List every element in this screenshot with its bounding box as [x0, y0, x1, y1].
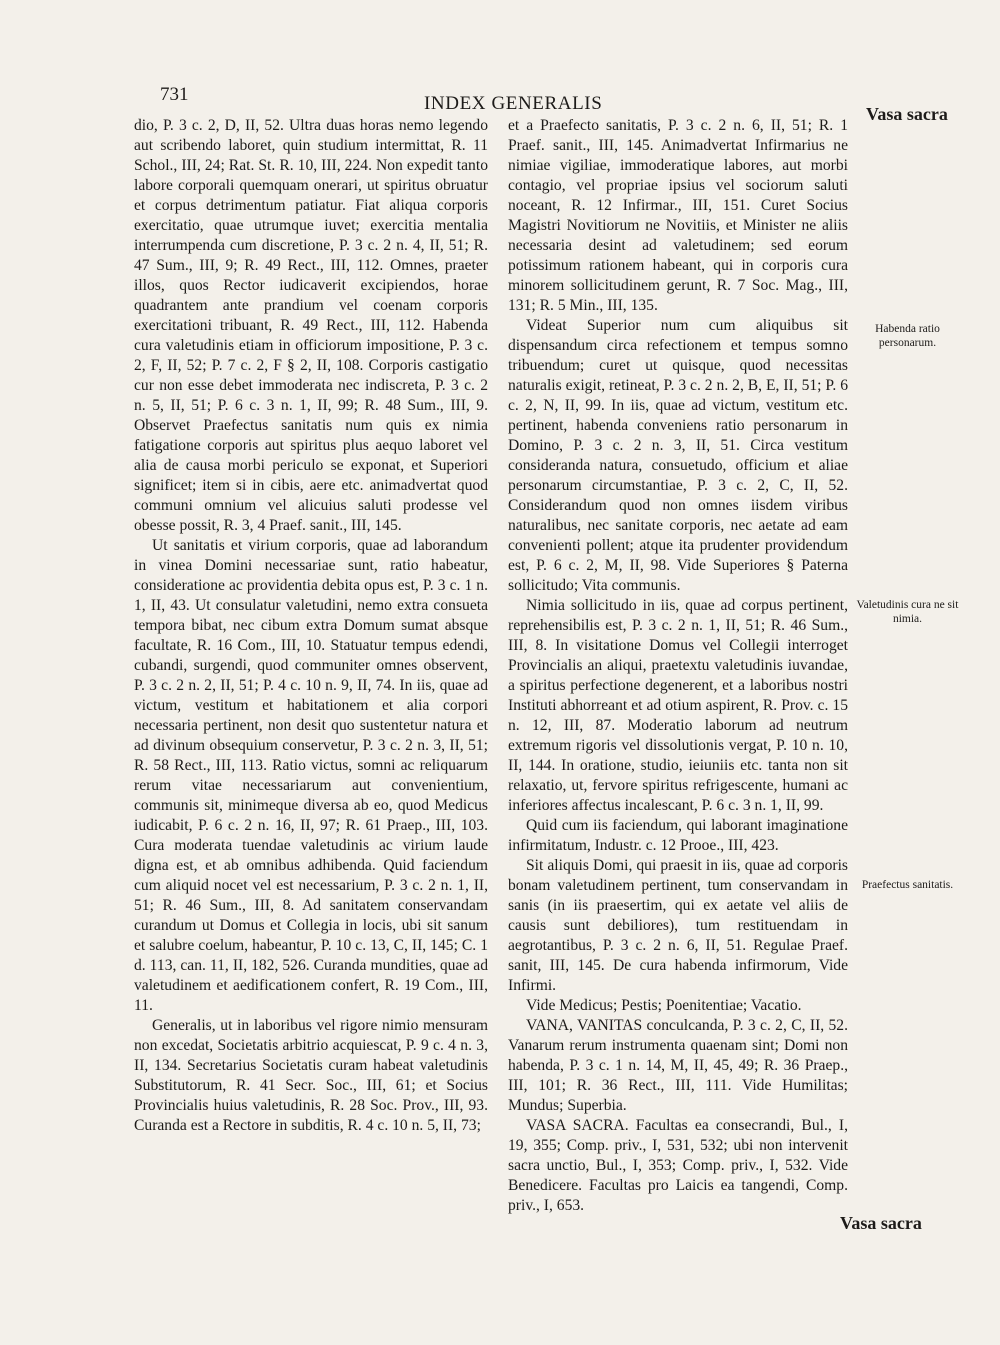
side-note: Valetudinis cura ne sit nimia.: [856, 599, 959, 625]
right-paragraph: Quid cum iis faciendum, qui laborant imaginatione infirmitatum, Industr. c. 12 Prooe., III, 423.: [508, 817, 848, 854]
left-paragraph: Generalis, ut in laboribus vel rigore nimio mensuram non excedat, Societatis arbitrio acquiescat, P. 9 c. 4 n. 3, II, 134. Secretarius Societatis curam habeat valetudinis Substitutorum, R. 41 Secr. Soc., III, 61; et Socius Provincialis huius valetudinis, R. 28 Soc. Prov., III, 93. Curanda est a Rectore in subditis, R. 4 c. 10 n. 5, II, 73;: [134, 1017, 488, 1134]
left-column: [134, 116, 488, 1136]
side-note: Habenda ratio personarum.: [875, 323, 940, 349]
right-paragraph: VASA SACRA. Facultas ea consecrandi, Bul., I, 19, 355; Comp. priv., I, 531, 532; ubi non intervenit sacra unctio, Bul., I, 353; Comp. priv., I, 532. Vide Benedicere. Facultas pro Laicis ea tangendi, Comp. priv., I, 653.: [508, 1117, 848, 1214]
right-paragraph: VANA, VANITAS conculcanda, P. 3 c. 2, C, II, 52. Vanarum rerum instrumenta quaenam sint; Domi non habenda, P. 3 c. 1 n. 14, M, II, 45, 49; R. 36 Praep., III, 101; R. 36 Rect., III, 111. Vide Humilitas; Mundus; Superbia.: [508, 1017, 848, 1114]
right-paragraph: Videat Superior num cum aliquibus sit dispensandum circa refectionem et tempus somno tribuendum; curet ut quisque, quod necessitas naturalis exigit, retineat, P. 3 c. 2 n. 2, B, E, II, 51; P. 6 c. 2, N, II, 99. In iis, quae ad victum, vestitum etc. pertinent, habenda conveniens ratio personarum in Domino, P. 3 c. 2 n. 3, II, 51. Circa vestitum consideranda natura, consuetudo, officium et aliae personarum circumstantiae, P. 3 c. 2, C, II, 52. Considerandum quod non omnes iisdem viribus naturalibus, nec sanitate corporis, nec aetate ad eam convenienti pollent; atque ita prudenter providendum est, P. 6 c. 2, M, II, 98. Vide Superiores § Paterna sollicitudo; Vita communis.: [508, 317, 848, 594]
right-paragraph: Vide Medicus; Pestis; Poenitentiae; Vacatio.: [526, 997, 802, 1014]
right-paragraph: et a Praefecto sanitatis, P. 3 c. 2 n. 6, II, 51; R. 1 Praef. sanit., III, 145. Animadvertat Infirmarius ne nimiae vigiliae, immoderatique labores, aut morbi contagio, vel propriae ipsius vel sociorum saluti noceant, R. 12 Infirmar., III, 151. Curet Socius Magistri Novitiorum ne Novitiis, et Minister ne aliis necessaria desint ad valetudinem; sed eorum potissimum rationem habeant, qui in corporis cura minorem sollicitudinem gerunt, R. 7 Soc. Mag., III, 131; R. 5 Min., III, 135.: [508, 117, 848, 314]
catchword: Vasa sacra: [840, 1213, 922, 1233]
left-paragraph: Ut sanitatis et virium corporis, quae ad laborandum in vinea Domini necessariae sunt, ratio habeatur, consideratione ac providentia debita opus est, P. 3 c. 1 n. 1, II, 43. Ut consulatur valetudini, nemo extra consueta tempora bibat, nec cibum extra Domum sumat absque facultate, R. 16 Com., III, 10. Statuatur tempus edendi, cubandi, surgendi, quod communiter omnes observent, P. 3 c. 2 n. 2, II, 51; P. 4 c. 10 n. 9, II, 74. In iis, quae ad victum, vestitum et habitationem et alia corpori necessaria pertinent, non desit quo sustentetur natura et ad divinum obsequium conservetur, P. 3 c. 2 n. 3, II, 51; R. 58 Rect., III, 113. Ratio victus, somni ac reliquarum rerum vitae necessariarum aut convenientium, communis sit, minimeque diversa ab eo, quod Medicus iudicabit, P. 6 c. 2 n. 16, II, 97; R. 61 Praep., III, 103. Cura moderata tuendae valetudinis ac virium laude digna est, et ab omnibus adhibenda. Quid faciendum cum aliquid nocet vel est necessarium, P. 3 c. 2 n. 1, II, 51; R. 46 Sum., III, 8. Ad sanitatem conservandam curandum ut Domus et Collegia in locis, ubi sit sanum et salubre coelum, habeantur, P. 10 c. 13, C, II, 145; C. 1 d. 113, can. 11, II, 182, 526. Curanda mundities, quae ad valetudinem et aedificationem confert, R. 19 Com., III, 11.: [134, 537, 488, 1014]
right-paragraph: Sit aliquis Domi, qui praesit in iis, quae ad corporis bonam valetudinem pertinent, tum conservandam in sanis (in iis praesertim, qui ex aetate vel aliis de causis sunt debiliores), tum restituendam in aegrotantibus, P. 3 c. 2 n. 6, II, 51. Regulae Praef. sanit, III, 145. De cura habenda infirmorum, Vide Infirmi.: [508, 857, 848, 994]
page-number: 731: [160, 84, 189, 105]
right-column: [508, 116, 848, 1216]
left-paragraph: dio, P. 3 c. 2, D, II, 52. Ultra duas horas nemo legendo aut scribendo laboret, quin studium intermittat, R. 11 Schol., III, 24; Rat. St. R. 10, III, 224. Non expedit tanto labore corporali quemquam onerari, ut spiritus obruatur et corpus detrimentum patiatur. Fiat aliqua corporis exercitatio, quae utrumque iuvet; exercitia mentalia interrumpenda cum discretione, P. 3 c. 2 n. 4, II, 51; R. 47 Sum., III, 9; R. 49 Rect., III, 112. Omnes, praeter illos, quos Rector iudicaverit excipiendos, horae quadrantem ante prandium vel coenam corporis exercitationi tribuant, R. 49 Rect., III, 112. Habenda cura valetudinis etiam in officiorum impositione, P. 3 c. 2, F, II, 52; P. 7 c. 2, F § 2, II, 108. Corporis castigatio cur non esse debet immoderata nec indiscreta, P. 3 c. 2 n. 5, II, 51; P. 6 c. 3 n. 1, II, 99; R. 48 Sum., III, 9. Observet Praefectus sanitatis num quis ex nimia fatigatione corporis aut spiritus plus aequo laboret vel alia de causa morbi periculo se exponat, et Superiori significet; item si in cibis, aere etc. animadvertat quod communi omnium vel alicuius saluti prodesse vel obesse possit, R. 3, 4 Praef. sanit., III, 145.: [134, 117, 488, 534]
right-paragraph: Nimia sollicitudo in iis, quae ad corpus pertinent, reprehensibilis est, P. 3 c. 2 n. 1, II, 51; R. 46 Sum., III, 8. In visitatione Domus vel Collegii interroget Provincialis an aliqui, praetextu valetudinis iuvandae, a spiritus perfectione degenerent, et a laboribus nostri Instituti abhorreant et ad otium aspirent, R. Prov. c. 15 n. 12, III, 87. Moderatio laborum ad neutrum extremum rigoris vel dissolutionis vergat, P. 10 n. 10, II, 144. In oratione, studio, ieiuniis etc. tanta non sit relaxatio, ut, fervore spiritus refrigescente, humani ac inferiores affectus incalescant, P. 6 c. 3 n. 1, II, 99.: [508, 597, 848, 814]
marginal-heading: Vasa sacra: [866, 104, 948, 124]
running-title: INDEX GENERALIS: [424, 93, 603, 114]
side-note: Praefectus sanitatis.: [861, 879, 954, 891]
